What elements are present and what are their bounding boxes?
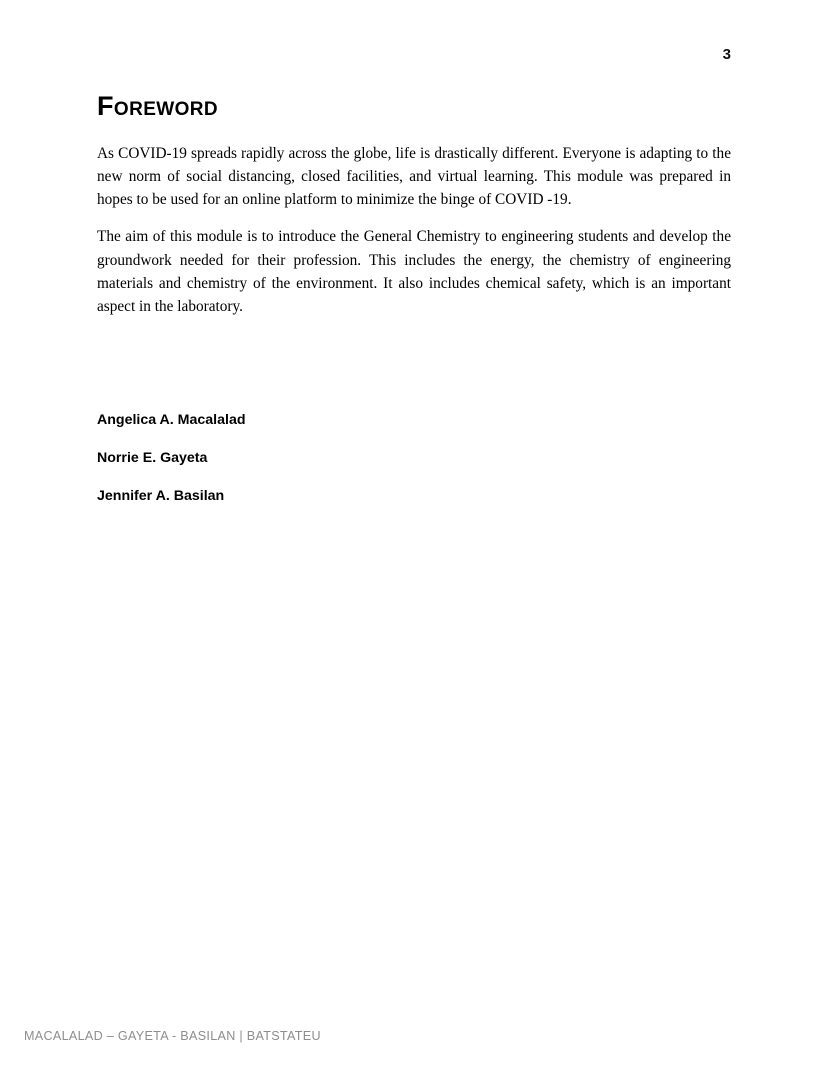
author-name: Norrie E. Gayeta bbox=[97, 450, 208, 467]
author-name: Jennifer A. Basilan bbox=[97, 488, 225, 505]
body-paragraph: The aim of this module is to introduce the General Chemistry to engineering students and develop the groundwork needed for their profession. This includes the energy, the chemistry of engineering materials and chemistry of the environment. It also includes chemical safety, which is an important aspect in the laboratory. bbox=[97, 228, 731, 316]
page-footer: MACALALAD – GAYETA - BASILAN | BATSTATEU bbox=[24, 1028, 321, 1043]
page-content bbox=[97, 92, 731, 332]
body-paragraph: As COVID-19 spreads rapidly across the globe, life is drastically different. Everyone is adapting to the new norm of social distancing, closed facilities, and virtual learning. This module was prepared in hopes to be used for an online platform to minimize the binge of COVID -19. bbox=[97, 144, 731, 209]
author-signatures bbox=[97, 412, 597, 526]
page-title: Foreword bbox=[97, 91, 219, 121]
page-number: 3 bbox=[722, 46, 731, 63]
author-name: Angelica A. Macalalad bbox=[97, 412, 246, 428]
